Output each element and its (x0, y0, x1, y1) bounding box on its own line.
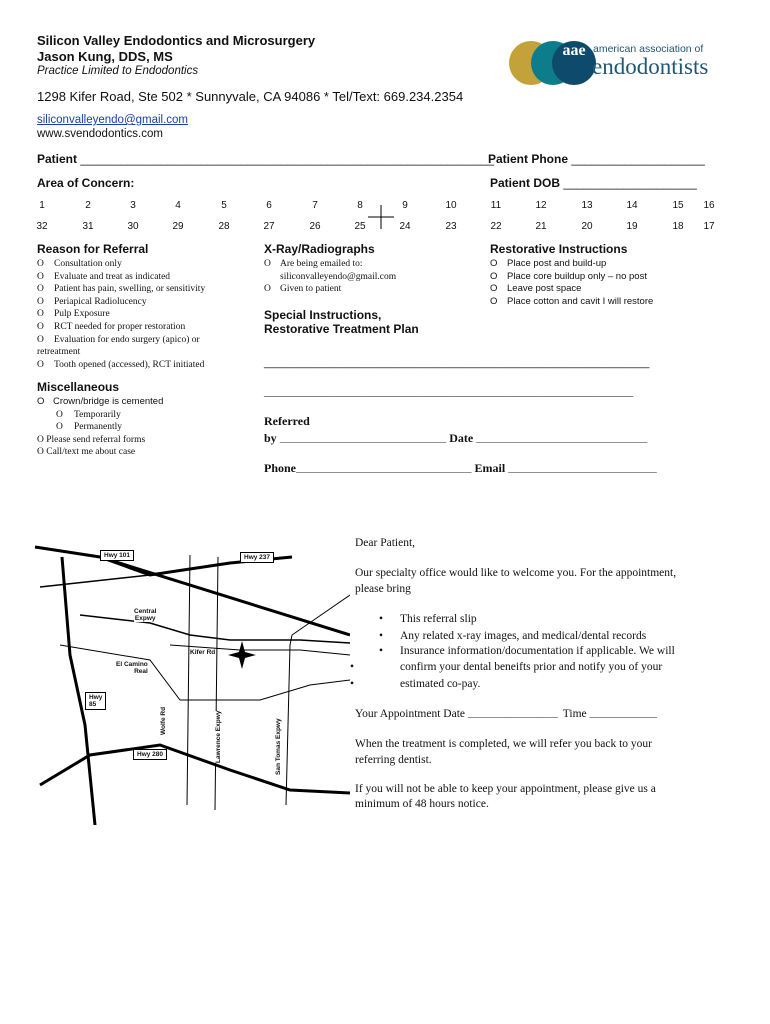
tooth-lower-6[interactable]: 27 (263, 221, 275, 232)
tooth-upper-3[interactable]: 3 (130, 200, 136, 211)
appointment-time-label: Time (562, 708, 587, 720)
wolfe-road (187, 555, 190, 805)
radio-icon[interactable]: O (37, 296, 44, 307)
tooth-lower-16[interactable]: 17 (703, 221, 715, 232)
website-link[interactable]: www.svendodontics.com (37, 128, 163, 140)
reason-option[interactable] (37, 334, 205, 347)
special-title-1: Special Instructions, (264, 308, 382, 322)
appointment-date-label: Your Appointment Date (355, 708, 465, 720)
reason-option-label: Tooth opened (accessed), RCT initiated (54, 359, 205, 370)
map-label-central: Central Expwy (134, 608, 157, 622)
radio-icon[interactable]: O (37, 334, 44, 345)
letter-greeting: Dear Patient, (355, 537, 416, 549)
radio-icon[interactable]: O (37, 271, 44, 282)
tooth-lower-12[interactable]: 21 (535, 221, 547, 232)
date-label: Date (449, 431, 474, 445)
date-line[interactable]: ______________________________________ (476, 434, 648, 444)
reason-option-label: retreatment (37, 347, 81, 358)
directions-map (30, 535, 350, 825)
restorative-option[interactable] (490, 296, 653, 309)
dob-field[interactable] (490, 176, 697, 190)
letter-p1-line2: please bring (355, 583, 411, 595)
aae-logo (508, 38, 718, 88)
doctor-name: Jason Kung, DDS, MS (37, 49, 173, 64)
email-line[interactable]: _________________________________ (508, 464, 657, 474)
patient-line[interactable]: ______________________________________________________________ (80, 152, 495, 166)
reason-option[interactable] (37, 308, 205, 321)
referred-by-row (264, 431, 647, 446)
restorative-option-label: Leave post space (507, 283, 582, 295)
address-line: 1298 Kifer Road, Ste 502 * Sunnyvale, CA 94086 * Tel/Text: 669.234.2354 (37, 89, 464, 104)
letter-p2-line1: When the treatment is completed, we will refer you back to your (355, 738, 652, 750)
tooth-upper-8[interactable]: 8 (357, 200, 363, 211)
reason-option[interactable] (37, 296, 205, 309)
patient-phone-field[interactable] (488, 152, 705, 166)
tooth-lower-14[interactable]: 19 (626, 221, 638, 232)
phone-line[interactable]: _______________________________________ (296, 464, 472, 474)
radio-icon[interactable]: O (264, 259, 271, 269)
tooth-lower-15[interactable]: 18 (672, 221, 684, 232)
letter-bullet-3-line2: confirm your dental beneifts prior and notify you of your (400, 661, 663, 673)
tagline: Practice Limited to Endodontics (37, 65, 199, 77)
by-label: by (264, 431, 277, 445)
hwy-101-east (100, 557, 350, 635)
central-expwy-road (80, 615, 350, 643)
special-title-2: Restorative Treatment Plan (264, 322, 419, 336)
letter-p2-line2: referring dentist. (355, 754, 432, 766)
tooth-upper-11[interactable]: 11 (490, 200, 502, 211)
radio-icon[interactable]: O (37, 396, 45, 407)
radio-icon[interactable]: O (490, 258, 498, 269)
area-of-concern-label: Area of Concern: (37, 176, 135, 190)
tooth-upper-9[interactable]: 9 (402, 200, 408, 211)
patient-phone-line[interactable]: ____________________ (571, 152, 705, 166)
appointment-date-line[interactable]: ____________________ (467, 709, 558, 719)
radio-icon[interactable]: O (37, 321, 44, 332)
tooth-lower-10[interactable]: 23 (445, 221, 457, 232)
tooth-lower-9[interactable]: 24 (399, 221, 411, 232)
tooth-lower-1[interactable]: 32 (36, 221, 48, 232)
referred-label: Referred (264, 414, 310, 428)
map-label-santomas: San Tomas Expwy (275, 718, 282, 775)
reason-option[interactable] (37, 258, 205, 271)
appointment-row (355, 708, 657, 720)
tooth-upper-14[interactable]: 14 (626, 200, 638, 211)
map-label-hwy85: Hwy 85 (85, 692, 106, 710)
map-label-hwy280: Hwy 280 (133, 749, 167, 760)
reason-option[interactable] (37, 271, 205, 284)
letter-bullet-3-line1: Insurance information/documentation if applicable. We will (400, 645, 675, 657)
dob-line[interactable]: ____________________ (563, 176, 697, 190)
map-label-hwy237: Hwy 237 (240, 552, 274, 563)
xray-title: X-Ray/Radiographs (264, 242, 375, 256)
email-label: Email (474, 461, 506, 475)
tooth-lower-3[interactable]: 30 (127, 221, 139, 232)
tooth-upper-10[interactable]: 10 (445, 200, 457, 211)
restorative-option-label: Place core buildup only – no post (507, 270, 647, 282)
logo-monogram: aae (562, 42, 586, 59)
radio-icon[interactable]: O (264, 284, 271, 295)
radio-icon[interactable]: O (37, 309, 44, 320)
tooth-lower-8[interactable]: 25 (354, 221, 366, 232)
phone-label: Phone (264, 461, 297, 475)
tooth-chart-crosshair-icon (366, 205, 396, 231)
restorative-option[interactable] (490, 271, 653, 284)
appointment-time-line[interactable]: _______________ (589, 709, 657, 719)
hwy-85-road (62, 557, 95, 825)
tooth-lower-11[interactable]: 22 (490, 221, 502, 232)
practice-name: Silicon Valley Endodontics and Microsurgery (37, 33, 316, 48)
logo-line2: endodontists (592, 54, 709, 79)
special-line-1[interactable]: _______________________________________________________________ (264, 357, 650, 369)
radio-icon[interactable]: O (490, 270, 498, 282)
tooth-lower-13[interactable]: 20 (581, 221, 593, 232)
misc-referral-forms-option[interactable]: O Please send referral forms (37, 434, 146, 445)
xray-option-given[interactable]: O Given to patient (264, 284, 342, 295)
reason-option-label: RCT needed for proper restoration (54, 321, 186, 332)
tooth-lower-5[interactable]: 28 (218, 221, 230, 232)
restorative-list (490, 258, 653, 308)
tooth-upper-6[interactable]: 6 (266, 200, 272, 211)
by-line[interactable]: _____________________________________ (279, 434, 447, 444)
restorative-title: Restorative Instructions (490, 242, 628, 256)
tooth-upper-12[interactable]: 12 (535, 200, 547, 211)
letter-p1-line1: Our specialty office would like to welcome you. For the appointment, (355, 567, 677, 579)
map-label-lawrence: Lawrence Expwy (215, 710, 222, 763)
reason-list (37, 258, 205, 371)
xray-option-emailed[interactable]: O Are being emailed to: (264, 259, 363, 269)
tooth-upper-1[interactable]: 1 (39, 200, 45, 211)
bullet-dot-icon: • (350, 678, 355, 690)
email-link[interactable]: siliconvalleyendo@gmail.com (37, 114, 189, 126)
xray-email: siliconvalleyendo@gmail.com (280, 271, 397, 282)
map-label-hwy101: Hwy 101 (100, 550, 134, 561)
reason-option[interactable] (37, 321, 205, 334)
misc-call-option[interactable]: O Call/text me about case (37, 447, 136, 458)
patient-field[interactable] (37, 152, 494, 166)
reason-option-label: Periapical Radiolucency (54, 296, 147, 307)
restorative-option[interactable] (490, 258, 653, 271)
tooth-upper-16[interactable]: 16 (703, 200, 715, 211)
letter-p3-line2: minimum of 48 hours notice. (355, 798, 489, 810)
map-label-wolfe: Wolfe Rd (160, 706, 167, 735)
misc-temporarily-option[interactable]: O Temporarily (56, 409, 121, 420)
lawrence-road (215, 557, 218, 810)
restorative-option-label: Place post and build-up (507, 258, 607, 269)
bullet-dot-icon: • (350, 661, 355, 673)
dob-label: Patient DOB (490, 176, 561, 190)
bullet-dot-icon: • (379, 645, 384, 657)
reason-option-label: Evaluation for endo surgery (apico) or (54, 334, 200, 345)
reason-option-label: Evaluate and treat as indicated (54, 271, 171, 282)
letter-bullet-1: This referral slip (400, 613, 477, 625)
patient-label: Patient (37, 152, 78, 166)
reason-option[interactable] (37, 359, 205, 372)
xray-list (264, 258, 396, 296)
tooth-lower-7[interactable]: 26 (309, 221, 321, 232)
tooth-upper-7[interactable]: 7 (312, 200, 318, 211)
radio-icon[interactable]: O (56, 409, 63, 420)
reason-option-label: Patient has pain, swelling, or sensitivity (54, 284, 206, 295)
reason-option[interactable] (37, 283, 205, 296)
radio-icon[interactable]: O (490, 283, 498, 295)
compass-star-icon (228, 641, 256, 669)
tooth-upper-2[interactable]: 2 (85, 200, 91, 211)
misc-title: Miscellaneous (37, 380, 120, 394)
tooth-upper-5[interactable]: 5 (221, 200, 227, 211)
hwy-237-branch (40, 575, 150, 587)
reason-option (37, 346, 205, 359)
reason-title: Reason for Referral (37, 242, 149, 256)
radio-icon[interactable]: O (37, 284, 44, 295)
restorative-option-label: Place cotton and cavit I will restore (507, 295, 654, 307)
phone-email-row (264, 461, 657, 476)
bullet-dot-icon: • (379, 613, 384, 625)
radio-icon[interactable]: O (37, 359, 44, 370)
tooth-lower-4[interactable]: 29 (172, 221, 184, 232)
misc-permanently-option[interactable]: O Permanently (56, 422, 123, 433)
tooth-lower-2[interactable]: 31 (82, 221, 94, 232)
radio-icon[interactable]: O (37, 259, 44, 269)
tooth-upper-15[interactable]: 15 (672, 200, 684, 211)
tooth-upper-4[interactable]: 4 (175, 200, 181, 211)
radio-icon[interactable]: O (490, 295, 498, 307)
misc-list (37, 396, 163, 459)
bullet-dot-icon: • (379, 630, 384, 642)
letter-p3-line1: If you will not be able to keep your appointment, please give us a (355, 783, 656, 795)
map-label-elcamino: El Camino Real (116, 661, 148, 675)
letter-bullet-3-line3: estimated co-pay. (400, 678, 481, 690)
logo-line1: american association of (593, 43, 704, 55)
patient-phone-label: Patient Phone (488, 152, 569, 166)
misc-crown-option[interactable]: O Crown/bridge is cemented (37, 396, 164, 407)
tooth-upper-13[interactable]: 13 (581, 200, 593, 211)
radio-icon[interactable]: O (56, 422, 63, 433)
reason-option-label: Pulp Exposure (54, 309, 110, 320)
reason-option-label: Consultation only (54, 259, 122, 269)
special-line-2[interactable]: ___________________________________________________________________________________ (264, 388, 634, 397)
restorative-option[interactable] (490, 283, 653, 296)
letter-bullet-2: Any related x-ray images, and medical/dental records (400, 630, 647, 642)
map-label-kifer: Kifer Rd (190, 649, 216, 656)
